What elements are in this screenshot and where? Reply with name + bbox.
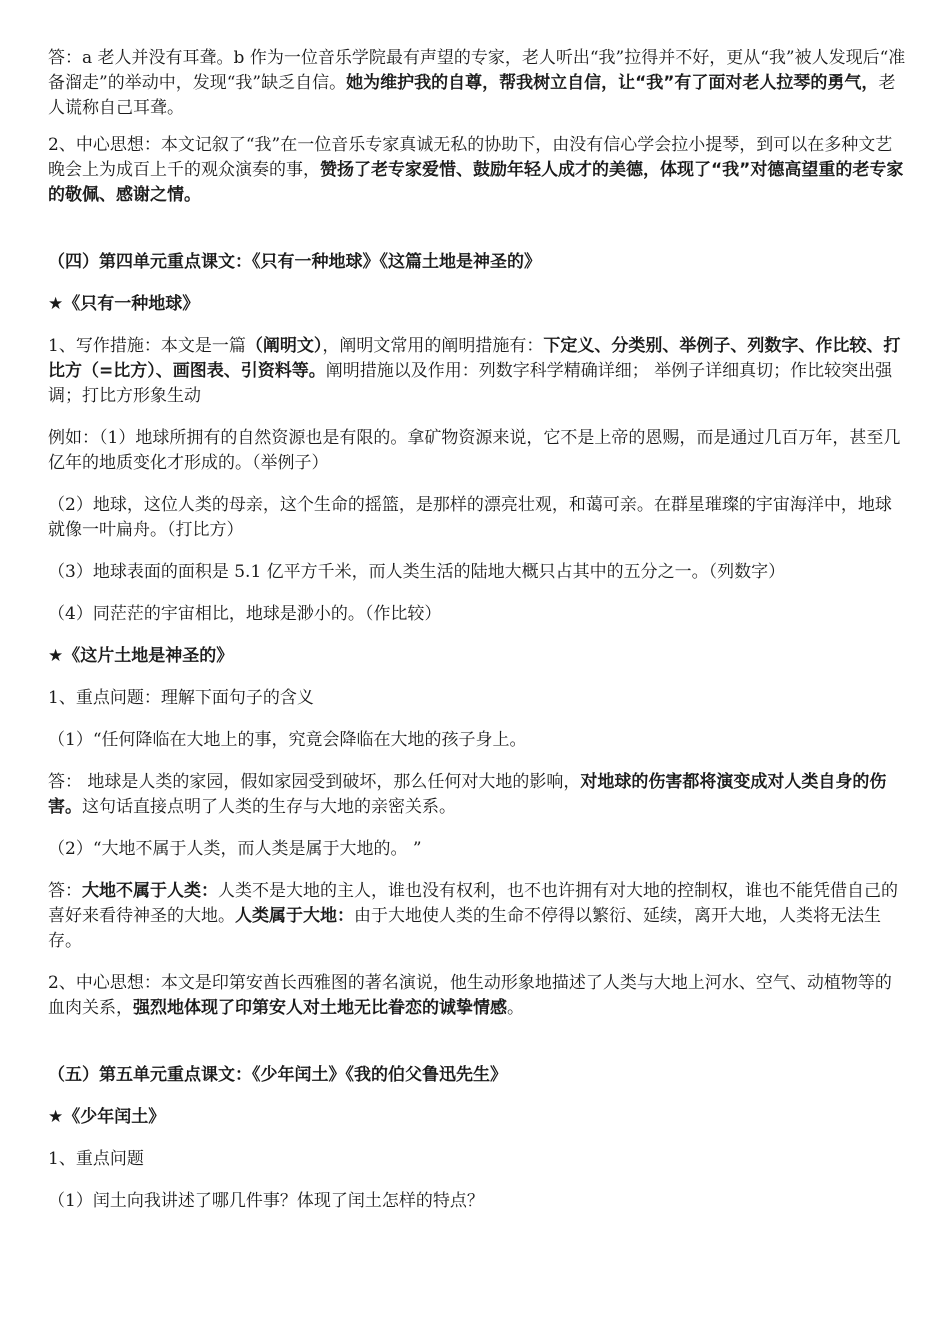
writing-method-bold: （阐明文） bbox=[245, 336, 323, 356]
central-idea-2-paragraph bbox=[48, 971, 908, 1021]
central-idea-2-bold: 强烈地体现了印第安人对土地无比眷恋的诚挚情感 bbox=[133, 998, 507, 1018]
central-idea-2-end: 。 bbox=[507, 998, 524, 1018]
answer-1-paragraph bbox=[48, 770, 908, 820]
answer-2-paragraph bbox=[48, 879, 908, 954]
answer-1-text: 答： 地球是人类的家园，假如家园受到破坏，那么任何对大地的影响， bbox=[48, 772, 581, 792]
answer-text-end: 老人谎称自己耳聋。 bbox=[48, 73, 896, 118]
question-1: （1）“任何降临在大地上的事，究竟会降临在大地的孩子身上。 bbox=[48, 730, 527, 750]
answer-2-prefix: 答： bbox=[48, 881, 82, 901]
example-2: （2）地球，这位人类的母亲，这个生命的摇篮，是那样的漂亮壮观，和蔼可亲。在群星璀璨的宇宙海洋中，地球就像一叶扁舟。（打比方） bbox=[48, 495, 892, 540]
example-1: 例如：（1）地球所拥有的自然资源也是有限的。拿矿物资源来说，它不是上帝的恩赐，而是通过几百万年，甚至几亿年的地质变化才形成的。（举例子） bbox=[48, 428, 901, 473]
writing-method-bold-2: 下定义、分类别、举例子、列数字、作比较、打比方（=比方）、画图表、引资料等。 bbox=[48, 336, 901, 381]
central-idea-bold-text: 赞扬了老专家爱惜、鼓励年轻人成才的美德，体现了“我”对德高望重的老专家的敬佩、感谢之情。 bbox=[48, 160, 904, 205]
document-page bbox=[48, 46, 908, 1214]
answer-text: 答：a 老人并没有耳聋。b 作为一位音乐学院最有声望的专家，老人听出“我”拉得并不好，更从“我”被人发现后“准备溜走”的举动中，发现“我”缺乏自信。 bbox=[48, 48, 906, 93]
lesson-title-runtu: ★《少年闰土》 bbox=[48, 1107, 166, 1127]
answer-1-text-end: 这句话直接点明了人类的生存与大地的亲密关系。 bbox=[82, 797, 456, 817]
central-idea-text: 2、中心思想：本文记叙了“我”在一位音乐专家真诚无私的协助下，由没有信心学会拉小提琴，到可以在多种文艺晚会上为成百上千的观众演奏的事， bbox=[48, 135, 893, 180]
answer-2-bold: 大地不属于人类： bbox=[82, 881, 218, 901]
question-5-1: （1）闰土向我讲述了哪几件事？体现了闰土怎样的特点？ bbox=[48, 1191, 484, 1211]
answer-2-bold-2: 人类属于大地： bbox=[235, 906, 354, 926]
answer-bold-text: 她为维护我的自尊，帮我树立自信，让“我”有了面对老人拉琴的勇气， bbox=[346, 73, 879, 93]
lesson-title-earth: ★《只有一种地球》 bbox=[48, 294, 200, 314]
writing-method-text-2: ，阐明文常用的阐明措施有： bbox=[322, 336, 544, 356]
answer-1-bold: 对地球的伤害都将演变成对人类自身的伤害。 bbox=[48, 772, 887, 817]
section-5-title: （五）第五单元重点课文：《少年闰土》《我的伯父鲁迅先生》 bbox=[48, 1065, 507, 1085]
key-question-5: 1、重点问题 bbox=[48, 1149, 144, 1169]
writing-method-paragraph bbox=[48, 334, 908, 409]
central-idea-2-text: 2、中心思想：本文是印第安酋长西雅图的著名演说，他生动形象地描述了人类与大地上河水、空气、动植物等的血肉关系， bbox=[48, 973, 892, 1018]
lesson-title-sacred-land: ★《这片土地是神圣的》 bbox=[48, 646, 234, 666]
writing-method-text-3: 阐明措施以及作用：列数字科学精确详细； 举例子详细真切；作比较突出强调；打比方形象生动 bbox=[48, 361, 893, 406]
answer-paragraph bbox=[48, 46, 908, 121]
question-2: （2）“大地不属于人类，而人类是属于大地的。 ” bbox=[48, 839, 422, 859]
section-4-title: （四）第四单元重点课文：《只有一种地球》《这篇土地是神圣的》 bbox=[48, 252, 541, 272]
example-4: （4）同茫茫的宇宙相比，地球是渺小的。（作比较） bbox=[48, 604, 442, 624]
answer-2-text: 人类不是大地的主人，谁也没有权利，也不也许拥有对大地的控制权，谁也不能凭借自己的喜好来看待神圣的大地。 bbox=[48, 881, 898, 926]
central-idea-paragraph bbox=[48, 133, 908, 208]
example-3: （3）地球表面的面积是 5.1 亿平方千米，而人类生活的陆地大概只占其中的五分之一。（列数字） bbox=[48, 562, 786, 582]
writing-method-text: 1、写作措施：本文是一篇 bbox=[48, 336, 246, 356]
key-question: 1、重点问题：理解下面句子的含义 bbox=[48, 688, 314, 708]
answer-2-text-2: 由于大地使人类的生命不停得以繁衍、延续，离开大地，人类将无法生存。 bbox=[48, 906, 881, 951]
